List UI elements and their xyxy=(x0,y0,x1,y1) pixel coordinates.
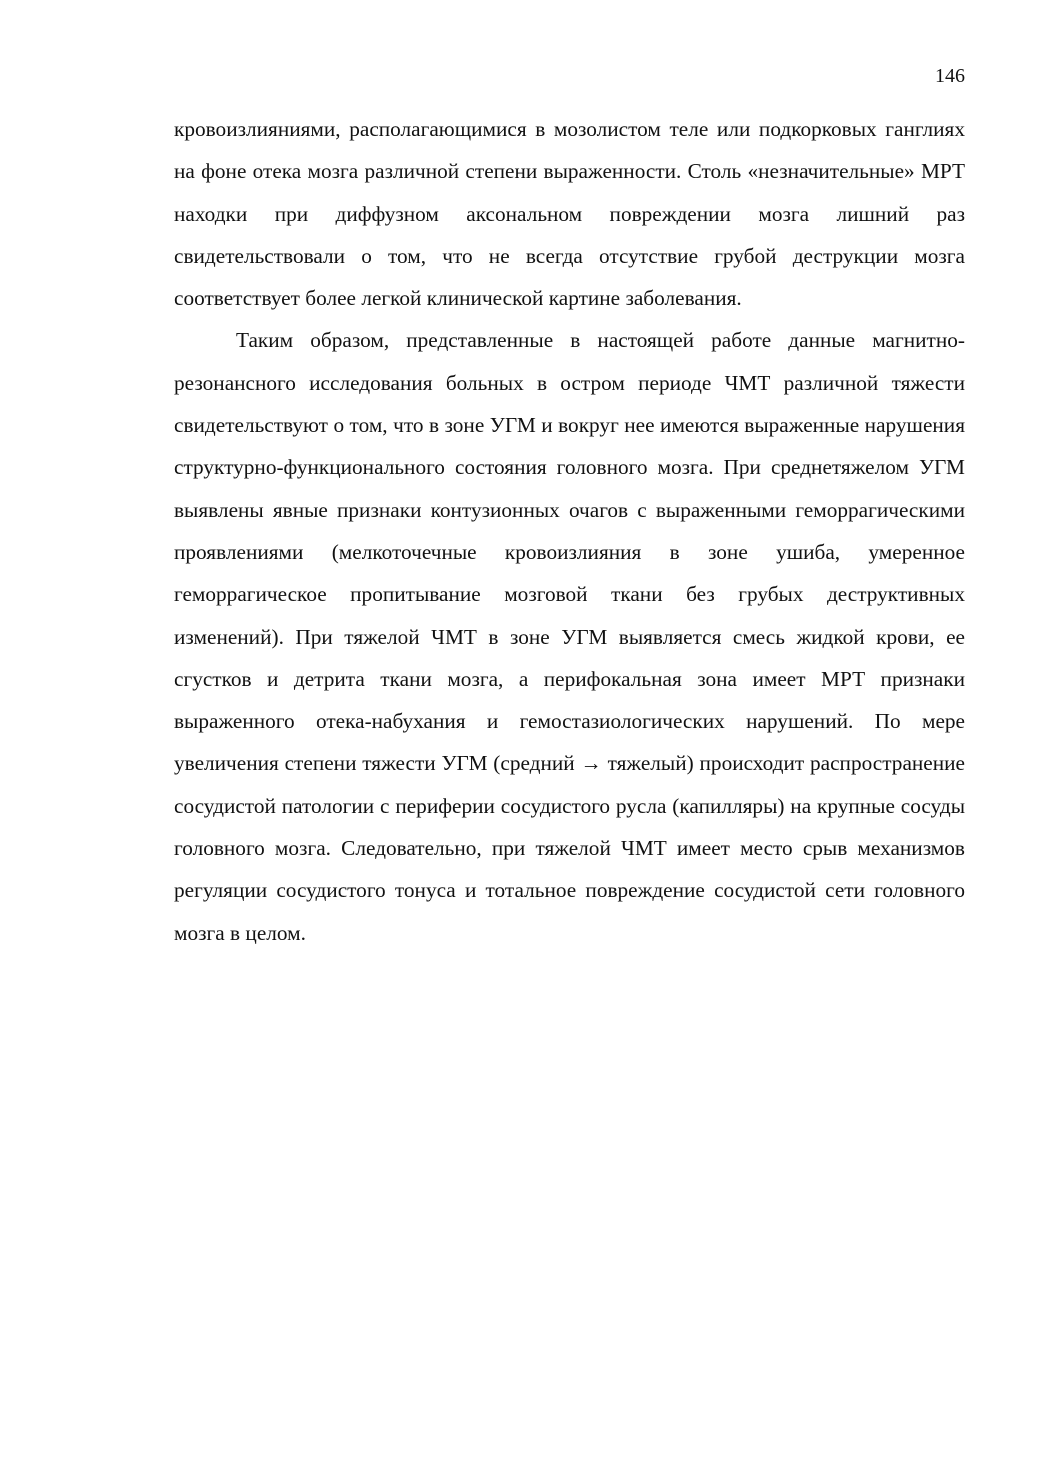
paragraph-continued: кровоизлияниями, располагающимися в мозолистом теле или подкорковых ганглиях на фоне отека мозга различной степени выраженности. Столь «незначительные» МРТ находки при диффузном аксональном повреждении мозга лишний раз свидетельствовали о том, что не всегда отсутствие грубой деструкции мозга соответствует более легкой клинической картине заболевания. xyxy=(174,117,965,311)
document-body xyxy=(174,108,965,954)
page-number: 146 xyxy=(935,65,965,87)
paragraph-conclusion: Таким образом, представленные в настоящей работе данные магнитно-резонансного исследования больных в остром периоде ЧМТ различной тяжести свидетельствуют о том, что в зоне УГМ и вокруг нее имеются выраженные нарушения структурно-функционального состояния головного мозга. При среднетяжелом УГМ выявлены явные признаки контузионных очагов с выраженными геморрагическими проявлениями (мелкоточечные кровоизлияния в зоне ушиба, умеренное геморрагическое пропитывание мозговой ткани без грубых деструктивных изменений). При тяжелой ЧМТ в зоне УГМ выявляется смесь жидкой крови, ее сгустков и детрита ткани мозга, а перифокальная зона имеет МРТ признаки выраженного отека-набухания и гемостазиологических нарушений. По мере увеличения степени тяжести УГМ (средний → тяжелый) происходит распространение сосудистой патологии с периферии сосудистого русла (капилляры) на крупные сосуды головного мозга. Следовательно, при тяжелой ЧМТ имеет место срыв механизмов регуляции сосудистого тонуса и тотальное повреждение сосудистой сети головного мозга в целом. xyxy=(174,328,965,945)
